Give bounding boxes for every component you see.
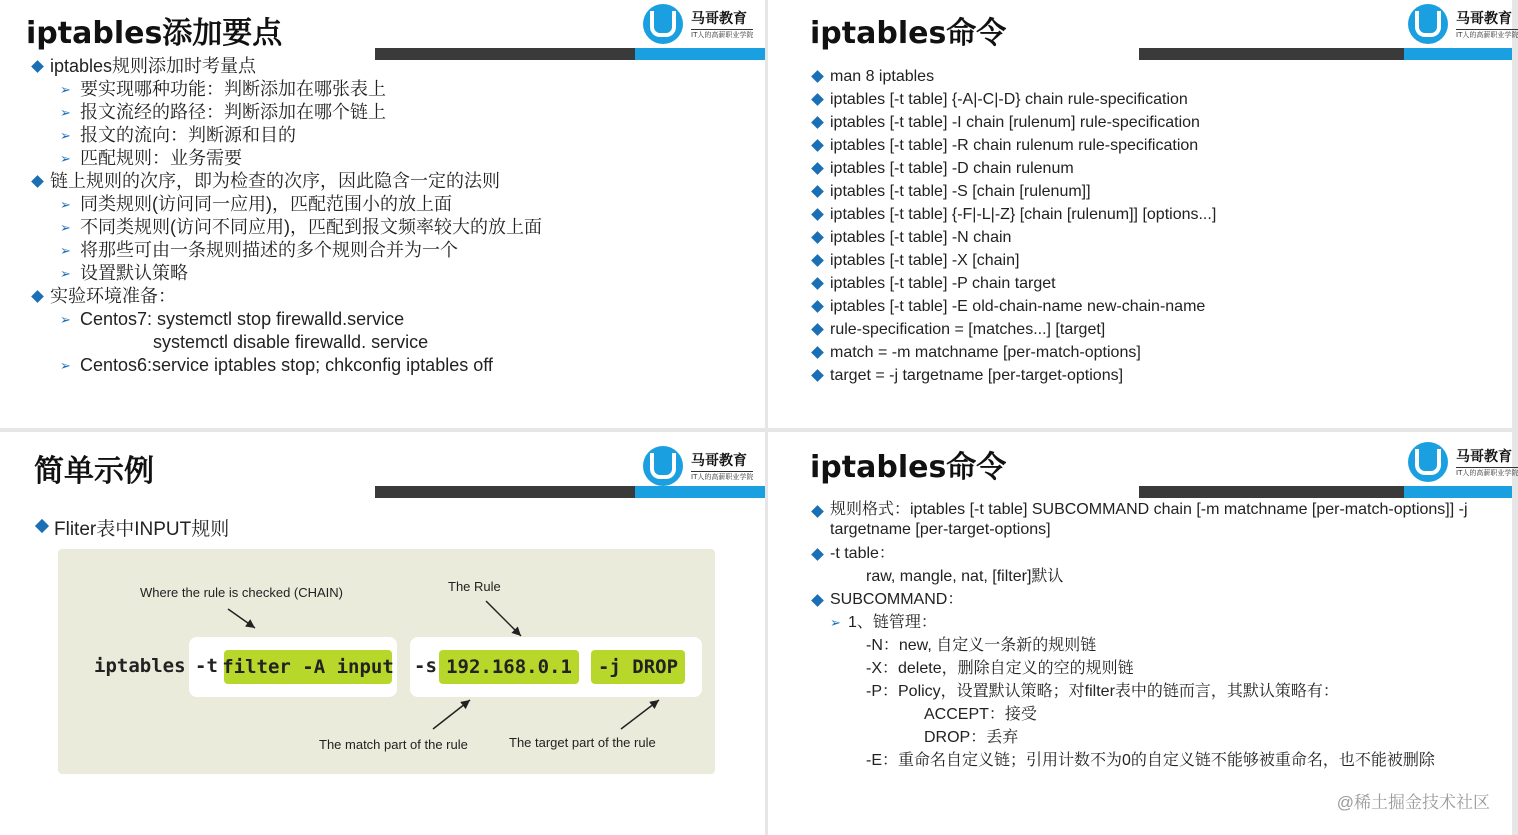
slide-iptables-tips (0, 0, 765, 428)
highlight-target: -j DROP (591, 650, 685, 684)
list-item: iptables [-t table] -S [chain [rulenum]] (810, 180, 1216, 203)
label-chain: Where the rule is checked (CHAIN) (140, 585, 344, 600)
list-item: -X：delete，删除自定义的空的规则链 (866, 660, 1134, 677)
list-item: ➢ 报文流经的路径：判断添加在哪个链上 (30, 101, 542, 124)
slide-title: iptables命令 (810, 450, 1007, 485)
list-item: -t table： (810, 543, 1480, 566)
arrow-rule (486, 601, 521, 636)
cmd-iptables: iptables (94, 655, 186, 677)
list-item: iptables [-t table] -E old-chain-name new-chain-name (810, 295, 1216, 318)
brand-tagline: IT人的高薪职业学院 (691, 473, 754, 481)
list-item: ➢ 设置默认策略 (30, 262, 542, 285)
list-item: iptables [-t table] -N chain (810, 226, 1216, 249)
slide-title: iptables添加要点 (26, 16, 283, 51)
brand-logo (643, 446, 753, 486)
header-bar-dark (1139, 486, 1404, 498)
list-item: ➢ 同类规则(访问同一应用)，匹配范围小的放上面 (30, 193, 542, 216)
list-item: iptables [-t table] -R chain rulenum rule-specification (810, 134, 1216, 157)
header-bar-blue (1404, 486, 1512, 498)
list-item: 链上规则的次序，即为检查的次序，因此隐含一定的法则 (30, 170, 542, 193)
list-item: ➢ 报文的流向：判断源和目的 (30, 124, 542, 147)
brand-logo (1408, 442, 1518, 482)
slide-iptables-subcommand (768, 432, 1518, 835)
label-rule: The Rule (448, 579, 501, 594)
list-item: iptables [-t table] {-F|-L|-Z} [chain [rulenum]] [options...] (810, 203, 1216, 226)
list-item: -P：Policy，设置默认策略；对filter表中的链而言，其默认策略有： (866, 683, 1339, 700)
iptables-rule-diagram (58, 549, 715, 774)
label-target: The target part of the rule (509, 735, 656, 750)
brand-tagline: IT人的高薪职业学院 (1456, 469, 1518, 477)
list-item: iptables [-t table] -X [chain] (810, 249, 1216, 272)
header-bar-blue (635, 486, 765, 498)
arrow-chain (228, 609, 255, 628)
list-item: iptables [-t table] -I chain [rulenum] rule-specification (810, 111, 1216, 134)
highlight-chain: filter -A input (224, 650, 392, 684)
list-item: -E：重命名自定义链；引用计数不为0的自定义链不能够被重命名，也不能被删除 (866, 752, 1435, 769)
watermark: @稀土掘金技术社区 (1336, 793, 1490, 812)
highlight-source-ip: 192.168.0.1 (439, 650, 579, 684)
list-item: -N：new, 自定义一条新的规则链 (866, 637, 1097, 654)
header-bar-blue (1404, 48, 1512, 60)
list-item: ➢ Centos7: systemctl stop firewalld.service (30, 308, 542, 331)
arrow-target (621, 700, 659, 729)
list-item: ➢ 将那些可由一条规则描述的多个规则合并为一个 (30, 239, 542, 262)
bullet-list (810, 500, 1480, 773)
header-bar-dark (375, 486, 635, 498)
slide-iptables-command (768, 0, 1518, 428)
list-item: rule-specification = [matches...] [target] (810, 318, 1216, 341)
list-item: DROP：丢弃 (924, 729, 1019, 746)
header-bar-blue (635, 48, 765, 60)
brand-name: 马哥教育 (1456, 449, 1512, 465)
cmd-source-flag: -s (414, 655, 437, 677)
list-item: match = -m matchname [per-match-options] (810, 341, 1216, 364)
slide-simple-example (0, 432, 765, 835)
brand-logo (1408, 4, 1518, 44)
logo-icon (1408, 442, 1448, 482)
logo-icon (643, 4, 683, 44)
example-subtitle: Fliter表中INPUT规则 (34, 514, 229, 541)
list-item: SUBCOMMAND： (810, 589, 1480, 612)
list-item: ➢ Centos6:service iptables stop; chkconfig iptables off (30, 354, 542, 377)
list-item: 规则格式：iptables [-t table] SUBCOMMAND chain [-m matchname [per-match-options]] -j targetname [per-target-options] (810, 500, 1480, 540)
list-item: iptables [-t table] -D chain rulenum (810, 157, 1216, 180)
list-item: target = -j targetname [per-target-options] (810, 364, 1216, 387)
bullet-list (30, 55, 542, 377)
slide-title: 简单示例 (34, 454, 154, 489)
list-item: ➢ 要实现哪种功能：判断添加在哪张表上 (30, 78, 542, 101)
brand-tagline: IT人的高薪职业学院 (1456, 31, 1518, 39)
list-item: ➢ 1、链管理： (810, 612, 1480, 635)
list-item: iptables [-t table] {-A|-C|-D} chain rule-specification (810, 88, 1216, 111)
brand-logo (643, 4, 753, 44)
bullet-list (810, 65, 1216, 387)
list-item: iptables [-t table] -P chain target (810, 272, 1216, 295)
list-item: 实验环境准备： (30, 285, 542, 308)
list-item: ACCEPT：接受 (924, 706, 1037, 723)
list-item: iptables规则添加时考量点 (30, 55, 542, 78)
list-item: ➢ 匹配规则：业务需要 (30, 147, 542, 170)
brand-name: 马哥教育 (1456, 11, 1512, 27)
list-item: systemctl disable firewalld. service (153, 332, 429, 352)
header-bar-dark (1139, 48, 1404, 60)
logo-icon (643, 446, 683, 486)
label-match: The match part of the rule (319, 737, 468, 752)
arrow-match (433, 700, 470, 729)
slide-title: iptables命令 (810, 16, 1007, 51)
brand-name: 马哥教育 (691, 453, 747, 469)
brand-name: 马哥教育 (691, 11, 747, 27)
logo-icon (1408, 4, 1448, 44)
list-item: man 8 iptables (810, 65, 1216, 88)
cmd-table-flag: -t (195, 655, 218, 677)
list-item: raw, mangle, nat, [filter]默认 (866, 568, 1064, 585)
list-item: ➢ 不同类规则(访问不同应用)，匹配到报文频率较大的放上面 (30, 216, 542, 239)
brand-tagline: IT人的高薪职业学院 (691, 31, 754, 39)
